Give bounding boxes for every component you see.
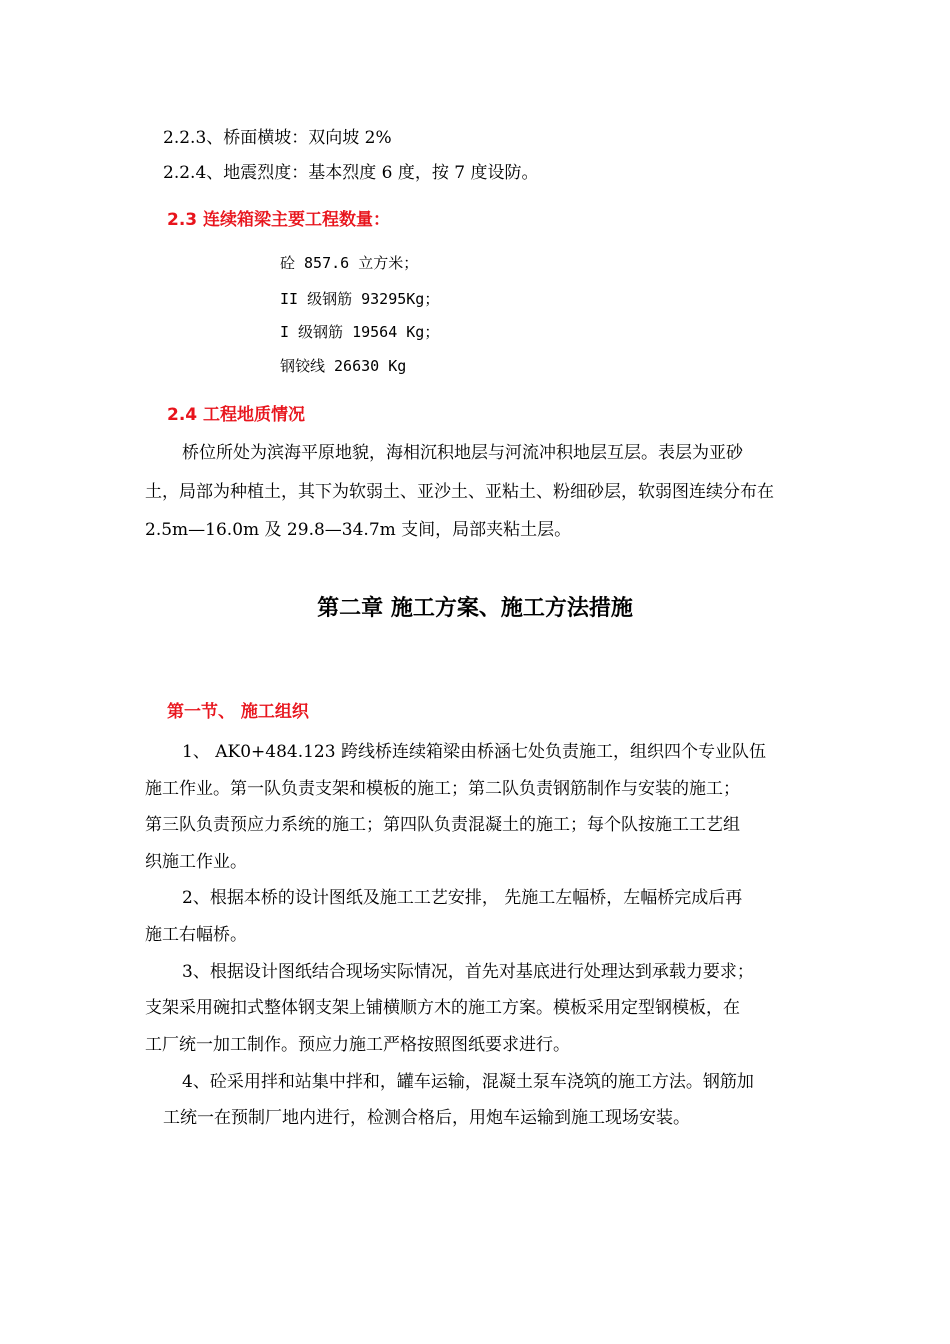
quantity-concrete: 砼 857.6 立方米； (280, 254, 419, 272)
org-p1-line-1: 1、 AK0+484.123 跨线桥连续箱梁由桥涵七处负责施工，组织四个专业队伍 (182, 742, 766, 762)
quantity-strand: 钢铰线 26630 Kg (280, 357, 407, 375)
geology-line-2: 土，局部为种植土，其下为软弱土、亚沙土、亚粘土、粉细砂层，软弱图连续分布在 (145, 482, 774, 502)
geology-line-1: 桥位所处为滨海平原地貌，海相沉积地层与河流冲积地层互层。表层为亚砂 (182, 443, 743, 463)
geology-line-3: 2.5m—16.0m 及 29.8—34.7m 支间，局部夹粘土层。 (145, 520, 572, 540)
section-2-3-heading: 2.3 连续箱梁主要工程数量： (167, 210, 391, 230)
org-p3-line-1: 3、根据设计图纸结合现场实际情况，首先对基底进行处理达到承载力要求； (182, 962, 754, 982)
section-1-heading: 第一节、 施工组织 (167, 702, 309, 722)
spec-item-2-2-3: 2.2.3、桥面横坡：双向坡 2% (163, 128, 392, 148)
org-p2-line-1: 2、根据本桥的设计图纸及施工工艺安排， 先施工左幅桥，左幅桥完成后再 (182, 888, 743, 908)
chapter-title: 第二章 施工方案、施工方法措施 (317, 596, 633, 621)
section-2-4-heading: 2.4 工程地质情况 (167, 405, 306, 425)
org-p3-line-3: 工厂统一加工制作。预应力施工严格按照图纸要求进行。 (145, 1035, 570, 1055)
org-p1-line-2: 施工作业。第一队负责支架和模板的施工；第二队负责钢筋制作与安装的施工； (145, 779, 740, 799)
org-p4-line-2: 工统一在预制厂地内进行，检测合格后，用炮车运输到施工现场安装。 (163, 1108, 690, 1128)
quantity-rebar-grade-2: II 级钢筋 93295Kg； (280, 290, 440, 308)
org-p2-line-2: 施工右幅桥。 (145, 925, 247, 945)
org-p1-line-3: 第三队负责预应力系统的施工；第四队负责混凝土的施工；每个队按施工工艺组 (145, 815, 740, 835)
org-p1-line-4: 织施工作业。 (145, 852, 247, 872)
org-p3-line-2: 支架采用碗扣式整体钢支架上铺横顺方木的施工方案。模板采用定型钢模板，在 (145, 998, 740, 1018)
org-p4-line-1: 4、砼采用拌和站集中拌和，罐车运输，混凝土泵车浇筑的施工方法。钢筋加 (182, 1072, 754, 1092)
spec-item-2-2-4: 2.2.4、地震烈度：基本烈度 6 度，按 7 度设防。 (163, 163, 539, 183)
quantity-rebar-grade-1: I 级钢筋 19564 Kg； (280, 323, 440, 341)
